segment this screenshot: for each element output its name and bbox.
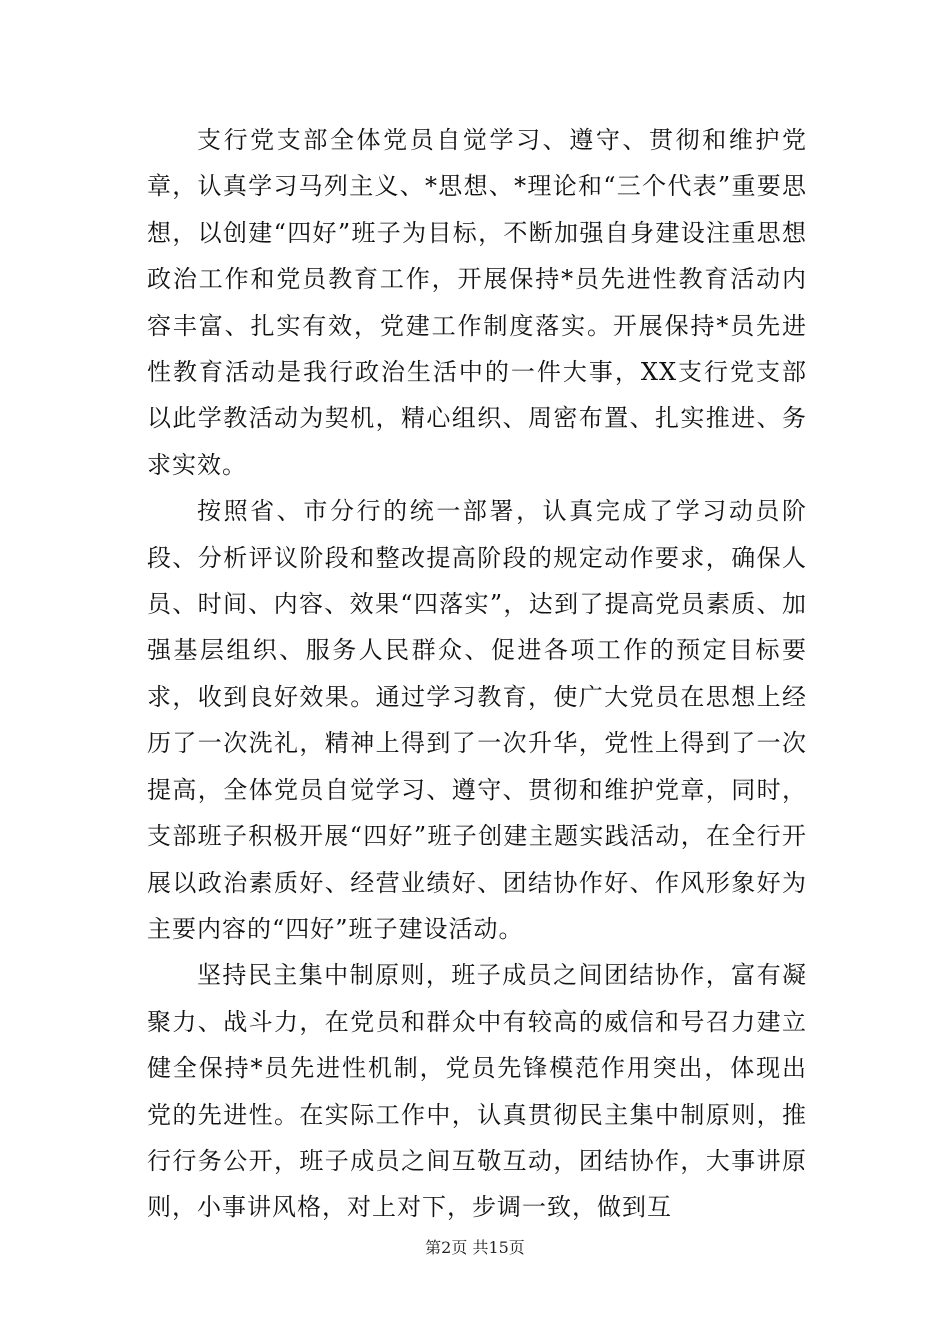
paragraph-2: 按照省、市分行的统一部署，认真完成了学习动员阶段、分析评议阶段和整改提高阶段的规定动作要求，确保人员、时间、内容、效果“四落实”，达到了提高党员素质、加强基层组织、服务人民群众、促进各项工作的预定目标要求，收到良好效果。通过学习教育，使广大党员在思想上经历了一次洗礼，精神上得到了一次升华，党性上得到了一次提高，全体党员自觉学习、遵守、贯彻和维护党章，同时，支部班子积极开展“四好”班子创建主题实践活动，在全行开展以政治素质好、经营业绩好、团结协作好、作风形象好为主要内容的“四好”班子建设活动。 xyxy=(147,497,807,943)
paragraph-3: 坚持民主集中制原则，班子成员之间团结协作，富有凝聚力、战斗力，在党员和群众中有较高的威信和号召力建立健全保持*员先进性机制，党员先锋模范作用突出，体现出党的先进性。在实际工作中，认真贯彻民主集中制原则，推行行务公开，班子成员之间互敬互动，团结协作，大事讲原则，小事讲风格，对上对下，步调一致，做到互 xyxy=(147,961,807,1222)
document-body xyxy=(147,117,807,1231)
paragraph-1: 支行党支部全体党员自觉学习、遵守、贯彻和维护党章，认真学习马列主义、*思想、*理论和“三个代表”重要思想，以创建“四好”班子为目标，不断加强自身建设注重思想政治工作和党员教育工作，开展保持*员先进性教育活动内容丰富、扎实有效，党建工作制度落实。开展保持*员先进性教育活动是我行政治生活中的一件大事，XX支行党支部以此学教活动为契机，精心组织、周密布置、扎实推进、务求实效。 xyxy=(147,126,807,479)
page-number-footer: 第2页 共15页 xyxy=(425,1238,525,1257)
